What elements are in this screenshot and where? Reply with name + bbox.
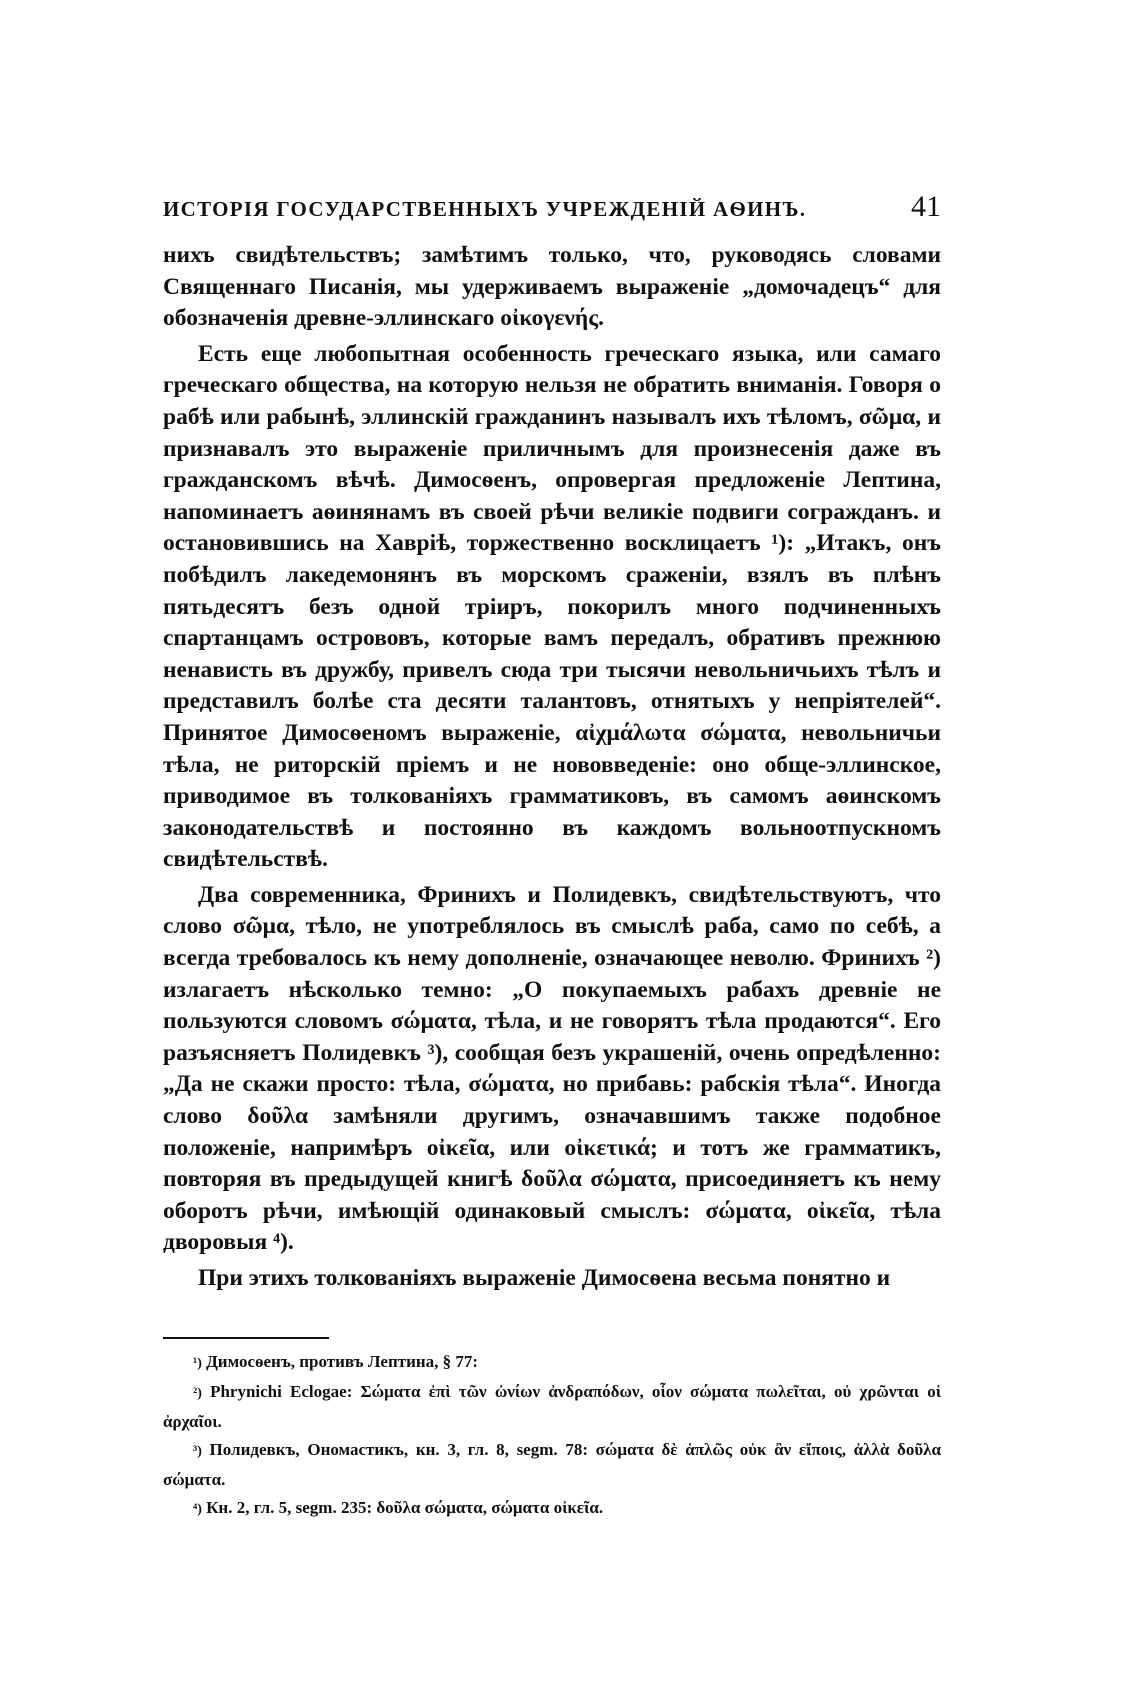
paragraph: При этихъ толкованіяхъ выраженіе Димосѳена весьма понятно и [198,1265,891,1291]
page-number: 41 [911,190,941,223]
main-text [163,240,941,1299]
footnote [163,1348,941,1378]
footnote-mark: ⁴) [193,1502,202,1517]
footnote-text: Димосѳенъ, противъ Лептина, § 77: [206,1352,479,1371]
footnote-mark: ³) [193,1444,202,1459]
paragraph: Есть еще любопытная особенность греческаго языка, или самаго греческаго общества, на которую нельзя не обратить вниманія. Говоря о рабѣ или рабынѣ, эллинскій гражданинъ называлъ ихъ тѣломъ, σῶμα, и признавалъ это выраженіе приличнымъ для произнесенія даже въ гражданскомъ вѣчѣ. Димосѳенъ, опровергая предложеніе Лептина, напоминаетъ аѳинянамъ въ своей рѣчи великіе подвиги согражданъ. и остановившись на Хаврiѣ, торжественно восклицаетъ ¹): „Итакъ, онъ побѣдилъ лакедемонянъ въ морскомъ сраженіи, взялъ въ плѣнъ пятьдесятъ безъ одной тріиръ, покорилъ много подчиненныхъ спартанцамъ острововъ, которые вамъ передалъ, обративъ прежнюю ненависть въ дружбу, привелъ сюда три тысячи невольничьихъ тѣлъ и представилъ болѣе ста десяти талантовъ, отнятыхъ у непріятелей“. Принятое Димосѳеномъ выраженіе, αἰχμάλωτα σώματα, невольничьи тѣла, не риторскій пріемъ и не нововведеніе: оно обще-эллинское, приводимое въ толкованіяхъ грамматиковъ, въ самомъ аѳинскомъ законодательствѣ и постоянно въ каждомъ вольноотпускномъ свидѣтельствѣ. [163,340,941,873]
footnote-mark: ¹) [193,1356,202,1371]
footnote [163,1436,941,1494]
footnote [163,1378,941,1436]
footnotes [163,1348,941,1524]
running-title: ИСТОРІЯ ГОСУДАРСТВЕННЫХЪ УЧРЕЖДЕНІЙ АѲИНЪ. [163,197,807,221]
footnote-mark: ²) [193,1386,202,1401]
paragraph: нихъ свидѣтельствъ; замѣтимъ только, что, руководясь словами Священнаго Писанія, мы удерживаемъ выраженіе „домочадецъ“ для обозначенія древне-эллинскаго οἰκογενής. [163,242,941,332]
footnote-text: Кн. 2, гл. 5, segm. 235: δοῦλα σώματα, σώματα οἰκεῖα. [206,1498,604,1517]
paragraph: Два современника, Фринихъ и Полидевкъ, свидѣтельствуютъ, что слово σῶμα, тѣло, не употреблялось въ смыслѣ раба, само по себѣ, а всегда требовалось къ нему дополненіе, означающее неволю. Фринихъ ²) излагаетъ нѣсколько темно: „О покупаемыхъ рабахъ древніе не пользуются словомъ σώματα, тѣла, и не говорятъ тѣла продаются“. Его разъясняетъ Полидевкъ ³), сообщая безъ украшеній, очень опредѣленно: „Да не скажи просто: тѣла, σώματα, но прибавь: рабскія тѣла“. Иногда слово δοῦλα замѣняли другимъ, означавшимъ также подобное положеніе, напримѣръ οἰκεῖα, или οἰκετικά; и тотъ же грамматикъ, повторяя въ предыдущей книгѣ δοῦλα σώματα, присоединяетъ къ нему оборотъ рѣчи, имѣющій одинаковый смыслъ: σώματα, οἰκεῖα, тѣла дворовыя ⁴). [163,881,941,1256]
footnote-text: Phrynichi Eclogae: Σώματα ἐπὶ τῶν ὠνίων ἀνδραπόδων, οἷον σώματα πωλεῖται, οὐ χρῶνται οἱ ἀρχαῖοι. [163,1382,941,1431]
footnote-text: Полидевкъ, Ономастикъ, кн. 3, гл. 8, segm. 78: σώματα δὲ ἁπλῶς οὐκ ἂν εἴποις, ἀλλὰ δοῦλα σώματα. [163,1440,941,1489]
footnote-divider [163,1337,329,1339]
footnote [163,1494,941,1524]
page-header [163,190,941,224]
